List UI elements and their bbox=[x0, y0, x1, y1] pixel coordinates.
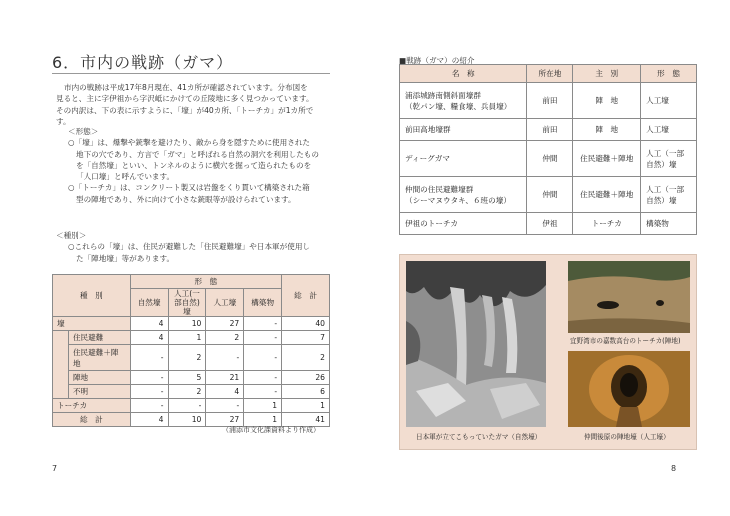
cell: 10 bbox=[168, 413, 206, 427]
table-row bbox=[53, 331, 330, 345]
row-label: 陣地 bbox=[68, 371, 130, 385]
header-total: 総 計 bbox=[282, 275, 330, 317]
table-row bbox=[400, 119, 697, 141]
subheader-cell: 自然壕 bbox=[130, 289, 168, 317]
sites-table-title: ■戦跡（ガマ）の紹介 bbox=[399, 56, 475, 65]
heading-text: 6．市内の戦跡（ガマ） bbox=[52, 53, 234, 72]
cell: 1 bbox=[282, 399, 330, 413]
type-line: ○これらの「壕」は、住民が避難した「住民避難壕」や日本軍が使用し bbox=[68, 242, 311, 252]
site-name: ディーグガマ bbox=[400, 141, 527, 177]
header-kind: 主 別 bbox=[573, 65, 641, 83]
type-line: た「陣地壕」等があります。 bbox=[76, 253, 175, 263]
header-form: 形 態 bbox=[641, 65, 697, 83]
sites-table bbox=[399, 64, 697, 235]
table-row bbox=[400, 83, 697, 119]
cell: 40 bbox=[282, 317, 330, 331]
table-row bbox=[53, 399, 330, 413]
summary-table bbox=[52, 274, 330, 427]
cell: - bbox=[206, 399, 244, 413]
row-label: 住民避難 bbox=[68, 331, 130, 345]
site-name: 仲間の住民避難壕群 （シーマヌウタキ、６班の壕） bbox=[400, 177, 527, 213]
cell: - bbox=[130, 345, 168, 371]
site-place: 前田 bbox=[527, 119, 573, 141]
cell: 2 bbox=[168, 345, 206, 371]
table-source: （浦添市文化課資料より作成） bbox=[222, 426, 320, 434]
cell: - bbox=[244, 317, 282, 331]
page-number-left: 7 bbox=[52, 464, 58, 473]
intro-paragraph bbox=[56, 82, 336, 127]
row-label: 住民避難＋陣地 bbox=[68, 345, 130, 371]
site-form: 人工壕 bbox=[641, 119, 697, 141]
form-line: ○「壕」は、爆撃や銃撃を避けたり、敵から身を隠すために使用された bbox=[68, 138, 311, 148]
cell: 2 bbox=[206, 331, 244, 345]
subheader-cell: 構築物 bbox=[244, 289, 282, 317]
site-place: 伊祖 bbox=[527, 213, 573, 235]
cell: 10 bbox=[168, 317, 206, 331]
cell: - bbox=[168, 399, 206, 413]
cell: - bbox=[206, 345, 244, 371]
site-form: 人工壕 bbox=[641, 83, 697, 119]
cell: - bbox=[130, 385, 168, 399]
intro-line: す。 bbox=[56, 116, 71, 126]
intro-line: 見ると、主に字伊祖から字沢岻にかけての丘陵地に多く見つかっています。 bbox=[56, 94, 314, 104]
header-form: 形 態 bbox=[130, 275, 281, 289]
header-category: 種 別 bbox=[53, 275, 131, 317]
site-kind: 陣 地 bbox=[573, 119, 641, 141]
type-section bbox=[56, 230, 336, 264]
cell: 27 bbox=[206, 413, 244, 427]
photo-panel bbox=[399, 254, 697, 450]
site-form: 人工（一部 自然）壕 bbox=[641, 177, 697, 213]
cell: - bbox=[130, 399, 168, 413]
row-label: 壕 bbox=[53, 317, 131, 331]
site-kind: 陣 地 bbox=[573, 83, 641, 119]
table-row bbox=[53, 345, 330, 371]
photo-tunnel bbox=[568, 351, 690, 427]
cell: - bbox=[244, 331, 282, 345]
form-heading: ＜形態＞ bbox=[68, 127, 99, 136]
type-heading: ＜種別＞ bbox=[56, 231, 87, 240]
cell: - bbox=[244, 345, 282, 371]
cell: 27 bbox=[206, 317, 244, 331]
site-name: 伊祖のトーチカ bbox=[400, 213, 527, 235]
row-label: トーチカ bbox=[53, 399, 131, 413]
table-row bbox=[53, 385, 330, 399]
intro-line: 市内の戦跡は平成17年8月現在、41カ所が確認されています。分布図を bbox=[64, 83, 308, 92]
cell: 4 bbox=[130, 331, 168, 345]
row-label: 不明 bbox=[68, 385, 130, 399]
cell: 4 bbox=[206, 385, 244, 399]
form-line: 「人口壕」と呼んでいます。 bbox=[76, 172, 175, 182]
cell: 21 bbox=[206, 371, 244, 385]
form-line: 地下の穴であり、方言で「ガマ」と呼ばれる自然の洞穴を利用したもの bbox=[76, 149, 319, 159]
caption-photo3: 仲間後原の陣地壕（人工壕） bbox=[584, 433, 670, 441]
heading-underline bbox=[52, 73, 330, 74]
table-row bbox=[53, 317, 330, 331]
cell: - bbox=[130, 371, 168, 385]
site-name: 前田高地壕群 bbox=[400, 119, 527, 141]
cell: 6 bbox=[282, 385, 330, 399]
form-section bbox=[56, 126, 336, 205]
cell: 1 bbox=[244, 399, 282, 413]
form-line: を「自然壕」といい、トンネルのように横穴を掘って造られたものを bbox=[76, 160, 312, 170]
cell: 26 bbox=[282, 371, 330, 385]
sites-header-row bbox=[400, 65, 697, 83]
caption-photo1: 日本軍が立てこもっていたガマ（自然壕） bbox=[416, 433, 542, 441]
header-place: 所在地 bbox=[527, 65, 573, 83]
cell: 2 bbox=[282, 345, 330, 371]
site-kind: 住民避難＋陣地 bbox=[573, 177, 641, 213]
table-row bbox=[400, 213, 697, 235]
cell: 41 bbox=[282, 413, 330, 427]
site-name: 浦添城跡南側斜面壕群 （乾パン壕、糧食壕、兵員壕） bbox=[400, 83, 527, 119]
cell: 5 bbox=[168, 371, 206, 385]
site-kind: 住民避難＋陣地 bbox=[573, 141, 641, 177]
site-place: 仲間 bbox=[527, 141, 573, 177]
intro-line: その内訳は、下の表に示すように、「壕」が40カ所、「トーチカ」が1カ所で bbox=[56, 105, 314, 115]
cell: 1 bbox=[244, 413, 282, 427]
header-name: 名 称 bbox=[400, 65, 527, 83]
site-kind: トーチカ bbox=[573, 213, 641, 235]
subheader-cell: 人工壕 bbox=[206, 289, 244, 317]
photo-tochka bbox=[568, 261, 690, 333]
cell: 1 bbox=[168, 331, 206, 345]
page-heading bbox=[52, 50, 233, 73]
form-line: ○「トーチカ」は、コンクリート製又は岩盤をくり貫いて構築された箱 bbox=[68, 183, 310, 193]
subheader-cell: 人工(一部自然)壕 bbox=[168, 289, 206, 317]
row-label: 総 計 bbox=[53, 413, 131, 427]
cell: 2 bbox=[168, 385, 206, 399]
row-indent bbox=[53, 331, 69, 399]
cell: 4 bbox=[130, 317, 168, 331]
cell: 4 bbox=[130, 413, 168, 427]
cell: 7 bbox=[282, 331, 330, 345]
caption-photo2: 宜野湾市の嘉数高台のトーチカ(陣地) bbox=[570, 337, 681, 345]
site-place: 仲間 bbox=[527, 177, 573, 213]
table-row bbox=[53, 371, 330, 385]
form-line: 型の陣地であり、外に向けて小さな銃眼等が設けられています。 bbox=[76, 194, 296, 204]
cell: - bbox=[244, 371, 282, 385]
table-row bbox=[400, 177, 697, 213]
right-page bbox=[365, 0, 730, 516]
page-number-right: 8 bbox=[671, 464, 677, 473]
site-form: 人工（一部 自然）壕 bbox=[641, 141, 697, 177]
site-place: 前田 bbox=[527, 83, 573, 119]
photo-natural-cave bbox=[406, 261, 546, 427]
cell: - bbox=[244, 385, 282, 399]
site-form: 構築物 bbox=[641, 213, 697, 235]
table-row bbox=[400, 141, 697, 177]
